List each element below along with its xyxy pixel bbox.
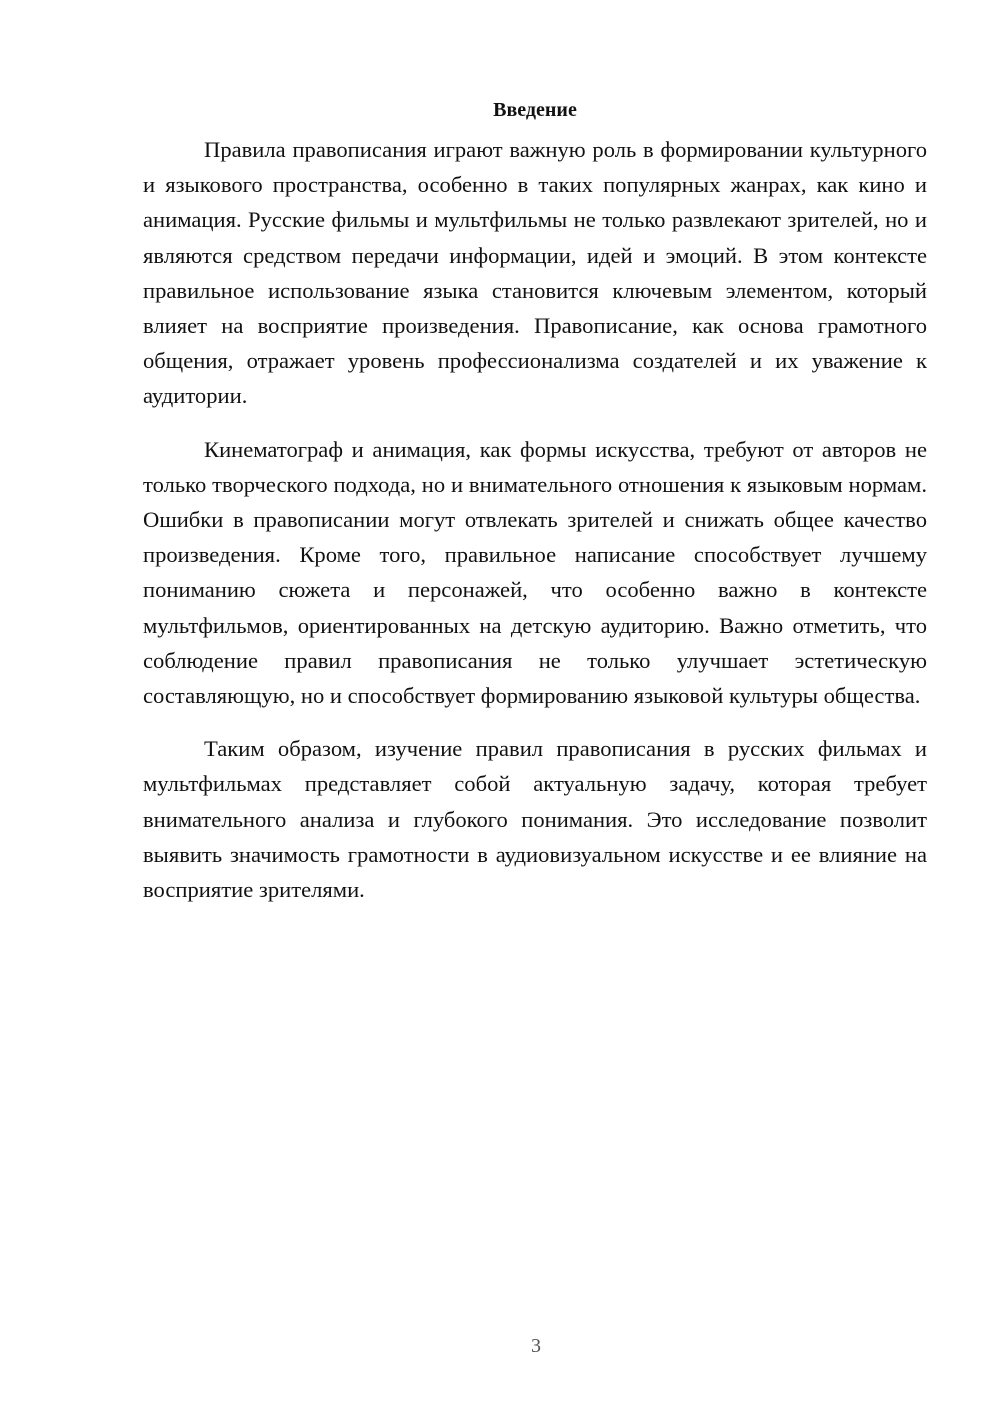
- paragraph-1: Правила правописания играют важную роль в формировании культурного и языкового пространства, особенно в таких популярных жанрах, как кино и анимация. Русские фильмы и мультфильмы не только развлекают зрителей, но и являются средством передачи информации, идей и эмоций. В этом контексте правильное использование языка становится ключевым элементом, который влияет на восприятие произведения. Правописание, как основа грамотного общения, отражает уровень профессионализма создателей и их уважение к аудитории.: [143, 137, 927, 409]
- paragraph-2: Кинематограф и анимация, как формы искусства, требуют от авторов не только творческого подхода, но и внимательного отношения к языковым нормам. Ошибки в правописании могут отвлекать зрителей и снижать общее качество произведения. Кроме того, правильное написание способствует лучшему пониманию сюжета и персонажей, что особенно важно в контексте мультфильмов, ориентированных на детскую аудиторию. Важно отметить, что соблюдение правил правописания не только улучшает эстетическую составляющую, но и способствует формированию языковой культуры общества.: [143, 436, 927, 709]
- page-content: [143, 96, 927, 925]
- paragraph-3: Таким образом, изучение правил правописания в русских фильмах и мультфильмах представляет собой актуальную задачу, которая требует внимательного анализа и глубокого понимания. Это исследование позволит выявить значимость грамотности в аудиовизуальном искусстве и ее влияние на восприятие зрителями.: [143, 736, 927, 903]
- page-number: 3: [531, 1335, 541, 1357]
- page-title: Введение: [493, 99, 577, 121]
